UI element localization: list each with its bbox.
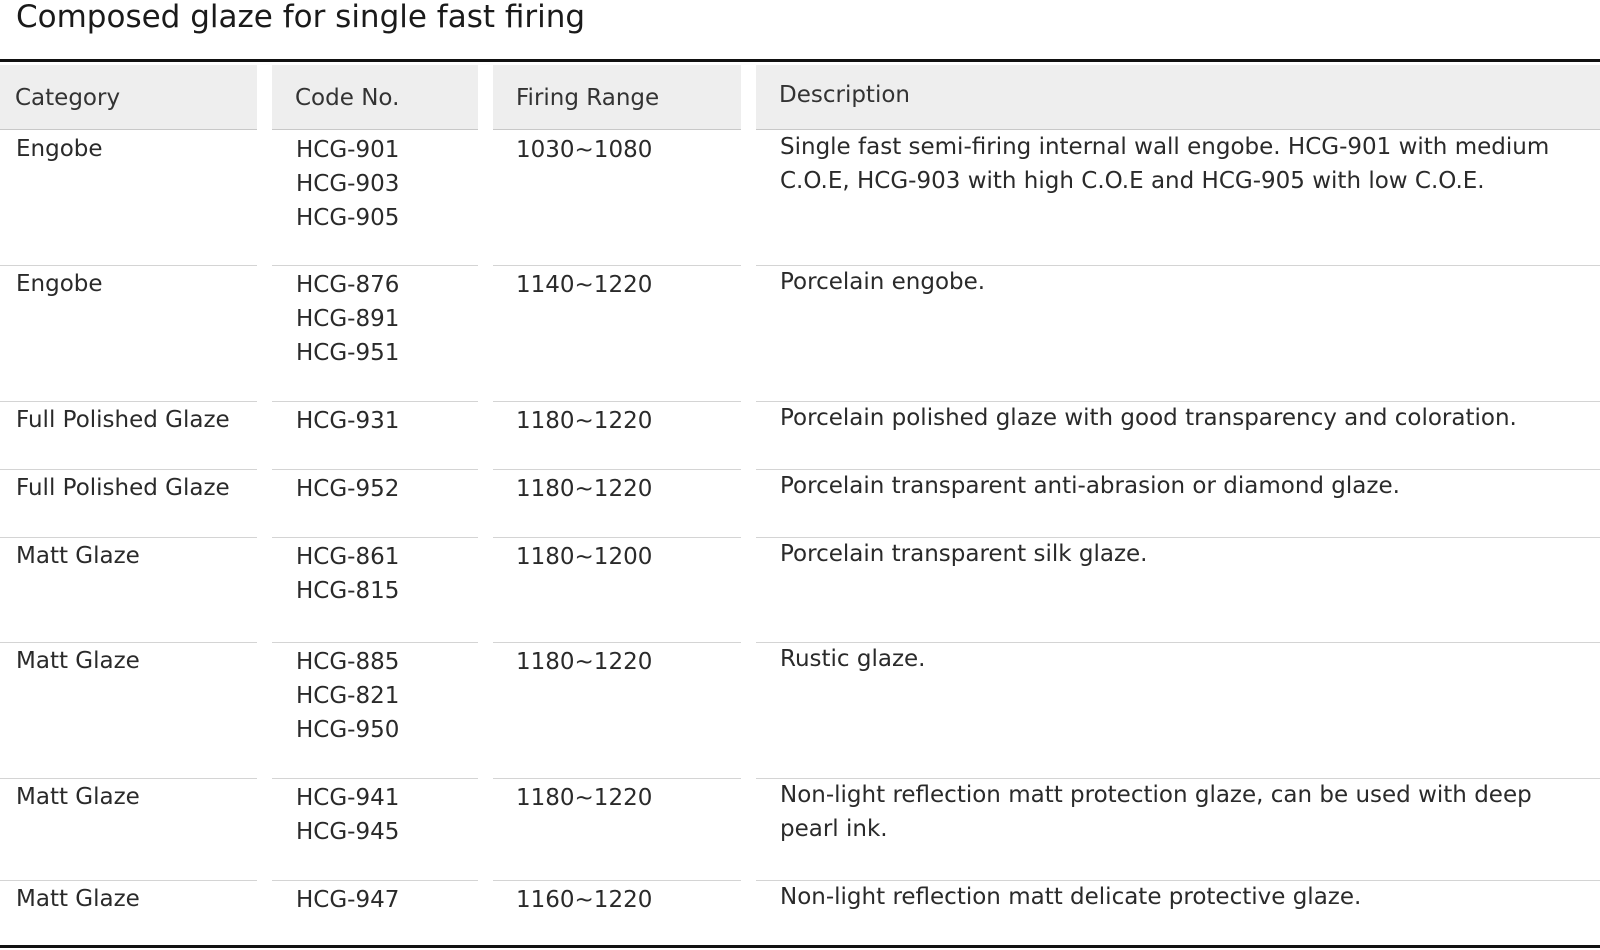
row-code: HCG-876 [296, 272, 400, 298]
row-firing-range: 1180~1220 [516, 408, 653, 434]
column-header-firing-range-label: Firing Range [516, 85, 660, 111]
row-divider [0, 642, 257, 643]
row-code-list [296, 404, 399, 438]
row-category: Engobe [16, 136, 103, 162]
row-code-list [296, 133, 399, 235]
row-code: HCG-941 [296, 785, 400, 811]
row-firing-range: 1140~1220 [516, 272, 653, 298]
row-divider [272, 401, 478, 402]
row-divider [272, 537, 478, 538]
row-category: Matt Glaze [16, 543, 140, 569]
row-description: Porcelain transparent silk glaze. [780, 541, 1148, 567]
row-divider [0, 880, 257, 881]
row-divider [493, 401, 741, 402]
row-code: HCG-950 [296, 717, 400, 743]
row-description: Porcelain engobe. [780, 269, 986, 295]
row-description: Porcelain polished glaze with good transparency and coloration. [780, 405, 1517, 431]
row-divider [272, 265, 478, 266]
title-divider [0, 59, 1600, 62]
row-category: Matt Glaze [16, 648, 140, 674]
column-header-category [0, 65, 257, 130]
row-category: Matt Glaze [16, 886, 140, 912]
row-code-list [296, 781, 399, 849]
row-firing-range: 1180~1220 [516, 649, 653, 675]
row-divider [272, 469, 478, 470]
row-description: Single fast semi-firing internal wall engobe. HCG-901 with medium C.O.E, HCG-903 with high C.O.E and HCG-905 with low C.O.E. [780, 134, 1550, 194]
row-divider [493, 265, 741, 266]
column-header-category-label: Category [15, 85, 121, 111]
row-code: HCG-815 [296, 578, 400, 604]
column-header-description-label: Description [779, 82, 910, 108]
row-code: HCG-821 [296, 683, 400, 709]
row-divider [493, 642, 741, 643]
row-code: HCG-901 [296, 137, 400, 163]
row-category: Full Polished Glaze [16, 407, 230, 433]
table-bottom-divider [0, 945, 1600, 948]
row-divider [0, 469, 257, 470]
row-divider [272, 642, 478, 643]
row-divider [0, 778, 257, 779]
row-code: HCG-905 [296, 205, 400, 231]
column-header-code [272, 65, 478, 130]
column-header-firing-range [493, 65, 741, 130]
row-divider [493, 778, 741, 779]
row-firing-range: 1160~1220 [516, 887, 653, 913]
row-firing-range: 1180~1200 [516, 544, 653, 570]
row-code: HCG-945 [296, 819, 400, 845]
row-divider [493, 880, 741, 881]
row-firing-range: 1180~1220 [516, 476, 653, 502]
row-code: HCG-931 [296, 408, 400, 434]
row-category: Engobe [16, 271, 103, 297]
row-description: Non-light reflection matt delicate protective glaze. [780, 884, 1362, 910]
row-divider [493, 537, 741, 538]
row-code-list [296, 883, 399, 917]
row-code: HCG-903 [296, 171, 400, 197]
row-code-list [296, 472, 399, 506]
row-firing-range: 1180~1220 [516, 785, 653, 811]
row-code-list [296, 540, 399, 608]
row-category: Full Polished Glaze [16, 475, 230, 501]
row-divider [493, 469, 741, 470]
row-code-list [296, 645, 399, 747]
row-firing-range: 1030~1080 [516, 137, 653, 163]
row-code-list [296, 268, 399, 370]
row-code: HCG-952 [296, 476, 400, 502]
row-code: HCG-891 [296, 306, 400, 332]
row-description: Non-light reflection matt protection glaze, can be used with deep pearl ink. [780, 782, 1532, 842]
row-description: Porcelain transparent anti-abrasion or diamond glaze. [780, 473, 1400, 499]
row-code: HCG-947 [296, 887, 400, 913]
row-category: Matt Glaze [16, 784, 140, 810]
row-divider [272, 880, 478, 881]
page-title: Composed glaze for single fast firing [16, 0, 586, 35]
row-divider [0, 265, 257, 266]
row-code: HCG-861 [296, 544, 400, 570]
row-code: HCG-885 [296, 649, 400, 675]
row-divider [0, 537, 257, 538]
column-header-code-label: Code No. [295, 85, 400, 111]
row-divider [0, 401, 257, 402]
row-description: Rustic glaze. [780, 646, 926, 672]
row-code: HCG-951 [296, 340, 400, 366]
column-header-description [756, 65, 1600, 130]
row-divider [272, 778, 478, 779]
